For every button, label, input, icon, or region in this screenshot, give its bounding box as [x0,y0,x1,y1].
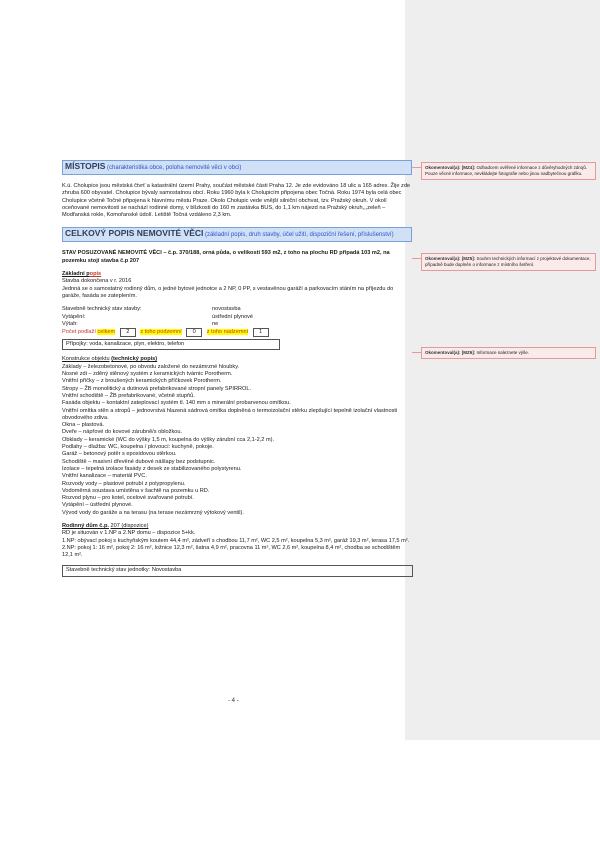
construction-item: Okna – plastová. [62,422,104,429]
construction-title [62,356,412,363]
comment-connector [412,258,421,259]
floors-total-field[interactable]: 2 [120,328,136,337]
kv-row-state [62,306,412,313]
unit-state-field[interactable]: Stavebně technický stav jednotky: Novostavba [62,565,413,576]
construction-item: Rozvody vody – plastové potrubí z polypropylenu. [62,480,186,487]
house-line: 2.NP: pokoj 1: 16 m², pokoj 2: 16 m², ložnice 12,3 m², šatna 4,9 m², pracovna 11 m², WC 2,6 m², koupelna 8,4 m², chodba se schodištěm 12,1 m². [62,544,401,559]
house-title-main: Rodinný dům č.p. [62,522,109,529]
kv-row-heating [62,314,412,321]
construction-item: Vodoměrná soustava umístěna v šachtě na pozemku u RD. [62,487,210,494]
construction-item: Fasáda objektu – kontaktní zateplovací systém tl. 140 mm s minerální probarvenou omítkou. [62,400,291,407]
floors-underground-label: z toho podzemní [140,329,182,336]
house-line: RD je situován v 1.NP a 2.NP domu – dispozice 5+kk. [62,530,196,537]
heading-mistopis [62,160,412,175]
construction-item: Vnitřní omítka stěn a stropů – jednovrstvá hlazená sádrová omítka doplněná o termoizolační stěrku zlepšující tepelně izolační vlastnosti obvodového zdiva. [62,407,398,421]
construction-item: Obklady – keramické (WC do výšky 1,5 m, koupelna do výšky zárubní cca 2,1-2,2 m). [62,436,275,443]
construction-item: Vývod vody do garáže a na terasu (na terase nezámrzný výtokový ventil). [62,509,244,516]
comment-author: Okomentoval(a): [MZ4]: [425,165,476,170]
comment-connector [412,167,421,168]
construction-item: Garáž – betonový potěr s epoxidovou stěrkou. [62,451,177,458]
floors-label: Počet podlaží [62,329,96,336]
comment-mz6[interactable] [421,347,596,359]
kv-key: Výtah: [62,320,78,327]
construction-item: Vnitřní schodiště – ŽB prefabrikované, včetně stupňů. [62,392,195,399]
kv-key: Stavebně technický stav stavby: [62,306,142,313]
kv-value: novostavba [212,306,241,313]
construction-item: Podlahy – dlažba: WC, koupelna / plovoucí: kuchyně, pokoje. [62,444,214,451]
floors-total-label: celkem [97,329,116,336]
house-title-sub: 207 (dispozice) [110,522,149,529]
house-line: 1.NP: obývací pokoj s kuchyňským koutem 44,4 m², zádveří s chodbou 11,7 m², WC 2,5 m², koupelna 5,3 m², garáž 19,3 m², terasa 17,5 m². [62,537,410,544]
utilities-field[interactable]: Přípojky: voda, kanalizace, plyn, elektro, telefon [62,339,280,350]
construction-item: Schodiště – masivní dřevěné dubové nášlapy bez podstupnic. [62,458,216,465]
construction-item: Izolace – tepelná izolace fasády z desek ze stabilizovaného polystyrenu. [62,465,242,472]
kv-value: ústřední plynové [212,313,254,320]
construction-item: Vnitřní kanalizace – materiál PVC. [62,473,147,480]
basic-line: Stavba dokončena v r. 2016 [62,278,132,285]
floors-above-field[interactable]: 1 [253,328,269,337]
kv-row-elevator [62,321,412,328]
comment-text: Souhrn technických informací z projektové dokumentace, případně bude doplněn o informace z místního šetření. [425,256,591,267]
construction-item: Nosné zdi – zděný stěnový systém z keramických tvárnic Porotherm. [62,371,233,378]
document-body [62,160,412,577]
basic-description-title [62,271,412,278]
kv-key: Vytápění: [62,313,86,320]
construction-item: Stropy – ŽB monolitický a dutinová prefabrikované stropní panely SPIRROL. [62,385,252,392]
construction-item: Vnitřní příčky – z broušených keramických příčkovek Porotherm. [62,378,222,385]
comment-text: Informace naleznete výše. [476,350,530,355]
heading-popis-title: CELKOVÝ POPIS NEMOVITÉ VĚCI [65,228,204,239]
heading-popis [62,227,412,242]
comment-mz4[interactable] [421,162,596,180]
property-status-line: STAV POSUZOVANÉ NEMOVITÉ VĚCI – č.p. 370/188, orná půda, o velikosti 593 m2, z toho na plochu RD připadá 103 m2, na pozemku stojí stavba č.p 207 [62,250,390,264]
house-title [62,523,412,530]
heading-mistopis-subtitle: (charakteristika obce, poloha nemovité věci v obci) [107,165,242,171]
page-number: - 4 - [228,698,239,704]
construction-list [62,364,412,517]
heading-mistopis-title: MÍSTOPIS [65,161,106,171]
comment-connector [412,352,421,353]
floors-above-label: z toho nadzemní [206,329,249,336]
mistopis-text: K.ú. Cholupice jsou městská čtvrť a katastrální území Prahy, součást městské části Praha 12. Je zde evidováno 18 ulic a 165 adres. Žije zde zhruba 600 obyvatel. Cholupice bývaly samostatnou obcí. Roku 1960 byla k Cholupicím připojena obec Točná. Roku 1974 byla celá obec Cholupice včetně Točné připojena k hlavnímu městu Praze. Okolo Cholupic vede vnější silniční obchvat, tzv. Pražský okruh. V okolí oceňované nemovitosti se nachází rodinné domy, v blízkosti do 160 m zastávka BUS, do 1,1 km nájezd na Pražský okruh,,,zeleň – Modřanská rokle, Komořanské údolí. Letiště Točná vzdáleno 2,3 km. [62,183,411,219]
comment-mz5[interactable] [421,253,596,271]
basic-title-part-edited: opis [89,271,102,278]
heading-popis-subtitle: (základní popis, druh stavby, účel užití, dispoziční řešení, příslušenství) [204,232,394,239]
construction-item: Vytápění – ústřední plynové. [62,502,133,509]
comments-margin [405,0,600,740]
floors-row [62,328,412,337]
construction-item: Rozvod plynu – pro kotel, ocelové svařované potrubí. [62,495,194,502]
comment-author: Okomentoval(a): [MZ6]: [425,350,476,355]
basic-title-part: Základní p [62,271,90,278]
basic-line: Jednná se o samostatný rodinný dům, o jedné bytové jednotce a 2 NP, 0 PP, s vestavěnou garáží a parkovacím stáním na příjezdu do garáže, fasáda se zateplením. [62,285,394,299]
construction-title-sub: (technický popis) [111,356,158,363]
floors-underground-field[interactable]: 0 [186,328,202,337]
kv-value: ne [212,320,219,327]
comment-author: Okomentoval(a): [MZ5]: [425,256,476,261]
construction-item: Základy – železobetonové, po obvodu založené do nezámrzné hloubky. [62,363,240,370]
comment-text: Odhadcem ověřené informace z důvěryhodných zdrojů. Pouze věcné informace, nevkládejte fotografie nebo jinou nadbytečnou grafiku. [425,165,588,176]
construction-item: Dveře – nápřové do kovové zárubně/s obložkou. [62,429,183,436]
construction-title-main: Konstrukce objektu [62,356,110,363]
